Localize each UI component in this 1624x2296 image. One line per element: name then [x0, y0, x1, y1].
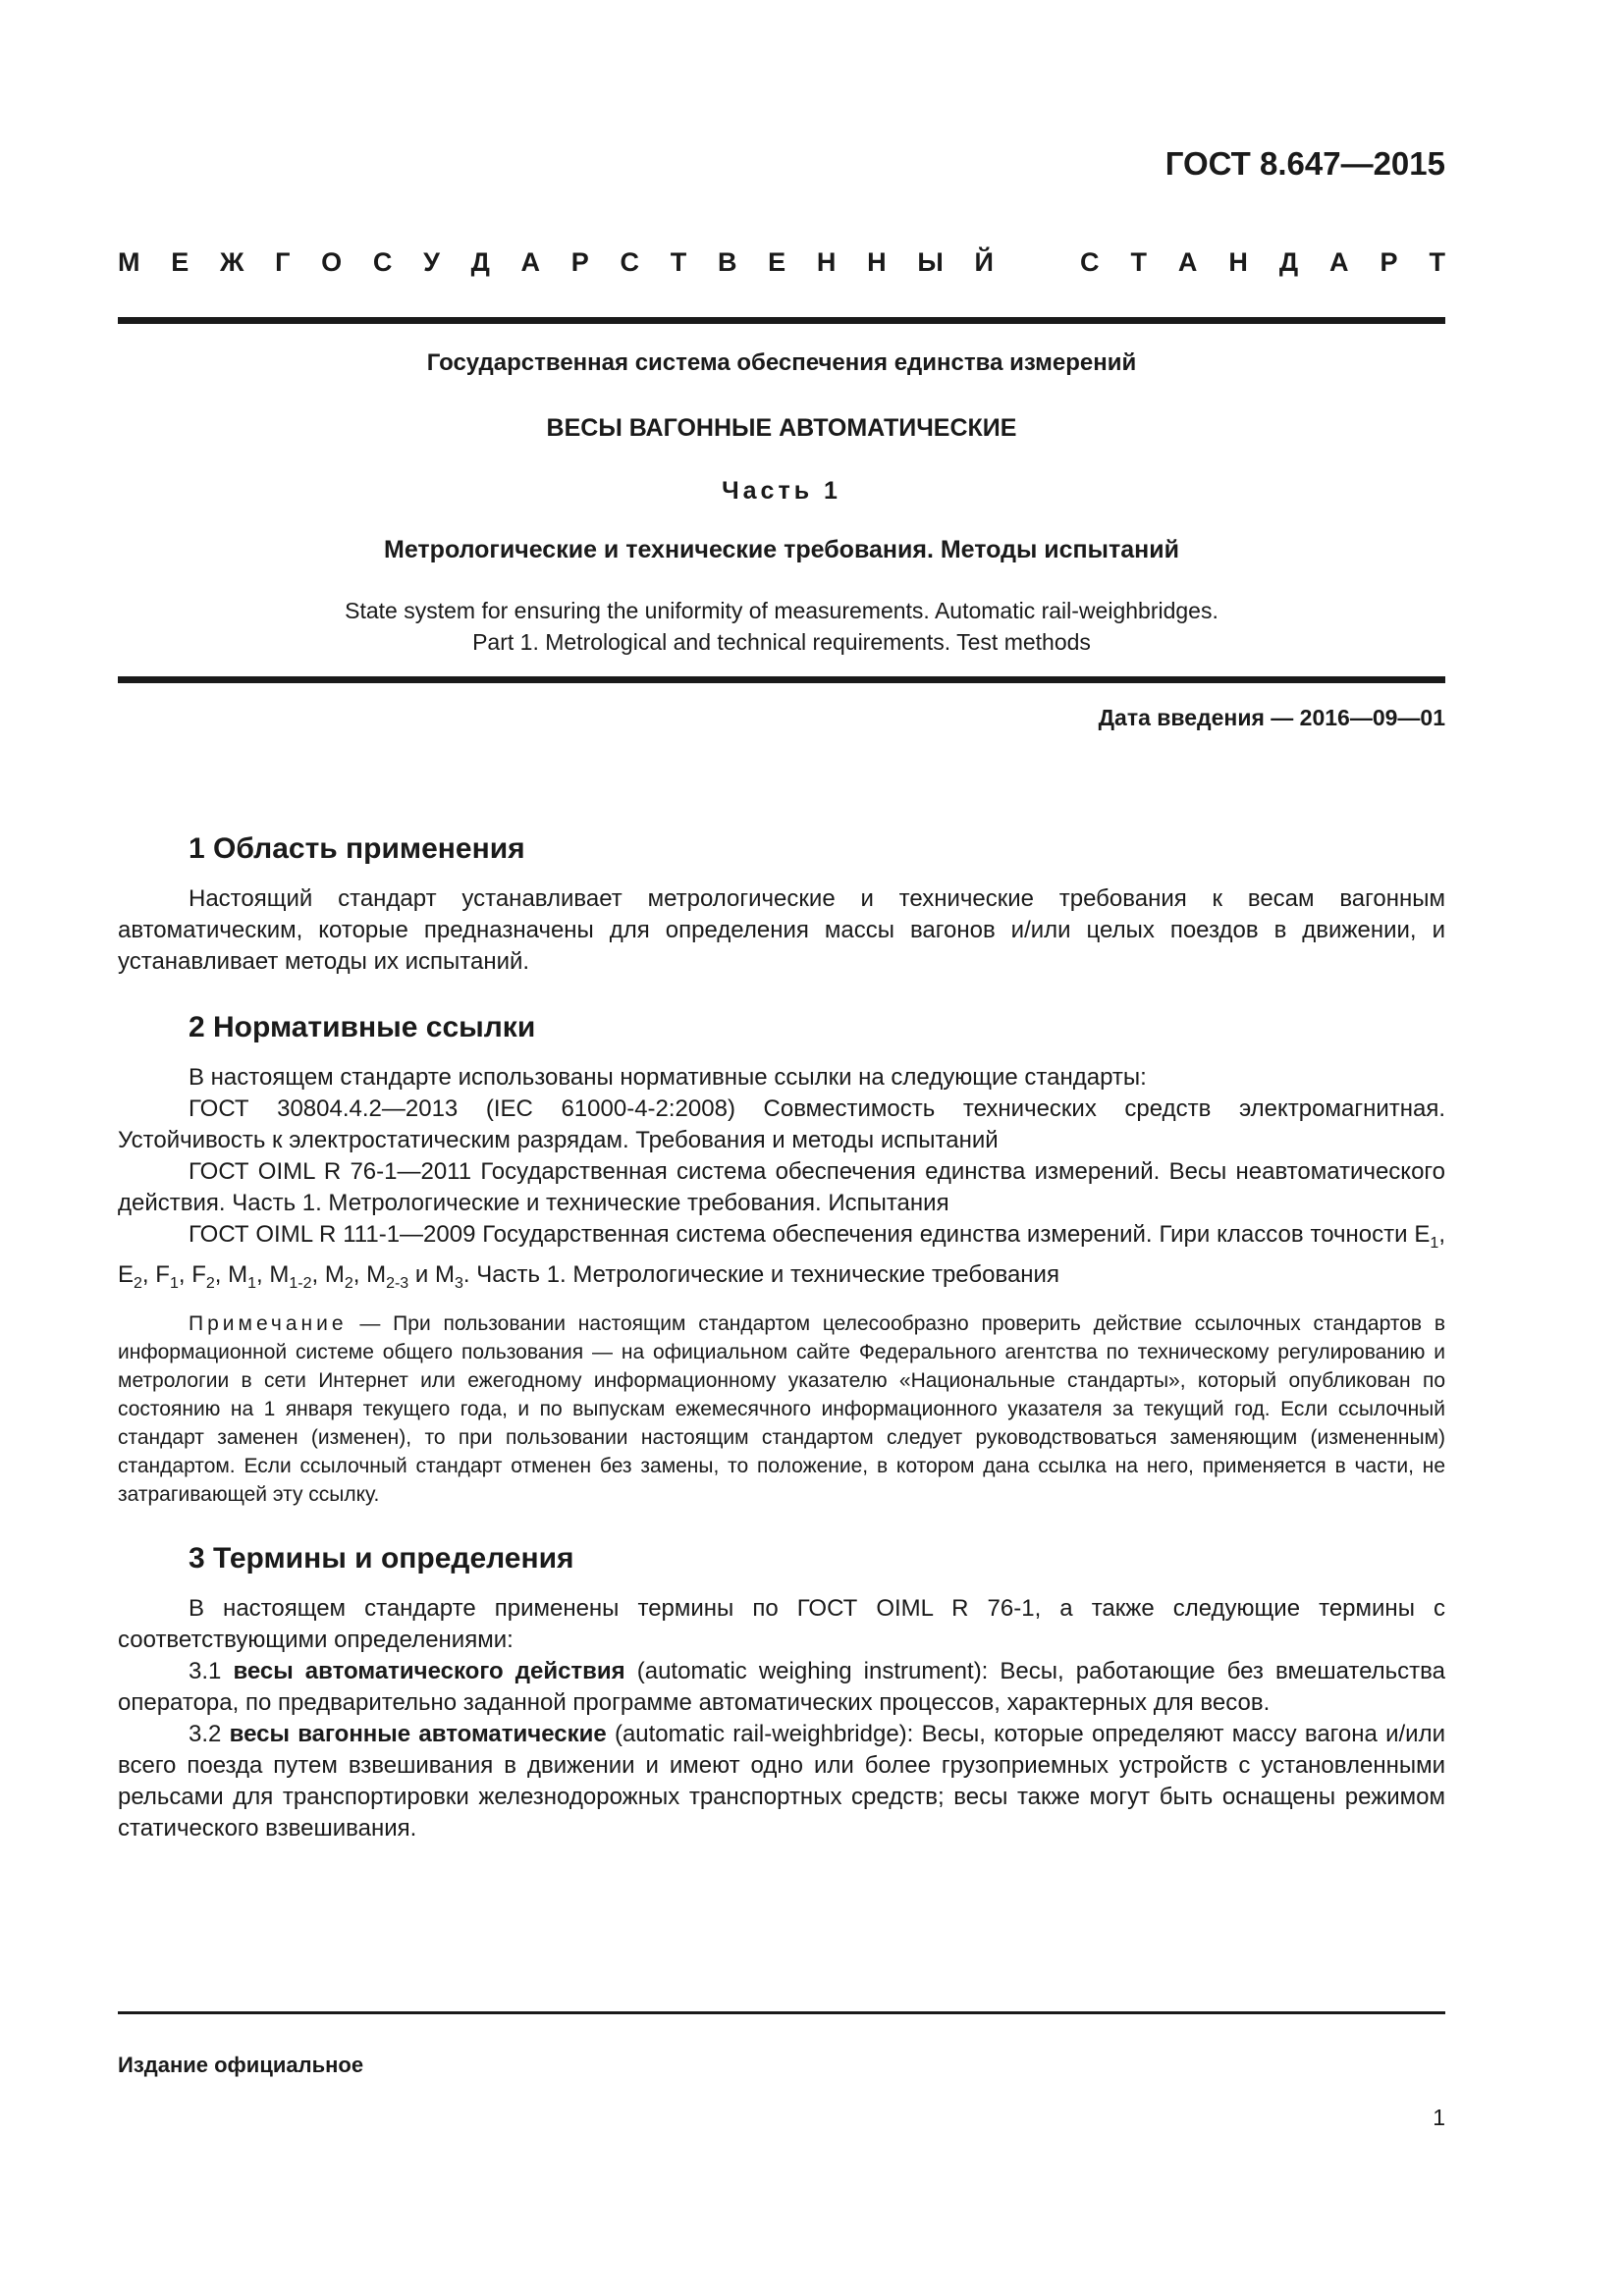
banner-letter: Ы: [917, 247, 944, 277]
banner-word-standard: [1080, 247, 1445, 278]
banner-letter: С: [620, 247, 639, 277]
accuracy-class: $E_1$,: [1414, 1221, 1445, 1252]
section-heading: 2 Нормативные ссылки: [189, 1011, 536, 1043]
reference-text: . Часть 1. Метрологические и технические требования: [462, 1260, 1059, 1288]
english-title-line1: State system for ensuring the uniformity of measurements. Automatic rail-weighbridges.: [345, 598, 1218, 623]
reference-item: ГОСТ OIML R 76-1—2011 Государственная система обеспечения единства измерений. Весы неавтоматического действия. Часть 1. Метрологические и технические требования. Испытания: [118, 1158, 1445, 1216]
note: [118, 1309, 1445, 1509]
banner-letter: О: [321, 247, 343, 277]
term-number: 3.1: [189, 1657, 234, 1684]
accuracy-class: $M_{1-2}$,: [269, 1260, 325, 1292]
banner-letter: Ж: [219, 247, 244, 277]
banner-letter: Д: [1278, 247, 1299, 277]
top-rule: [118, 317, 1445, 324]
banner-letter: Й: [974, 247, 994, 277]
accuracy-class: $F_1$,: [155, 1260, 192, 1292]
note-label: Примечание: [189, 1311, 348, 1335]
system-title: Государственная система обеспечения единства измерений: [426, 349, 1137, 376]
term-definition: [118, 1656, 1445, 1719]
banner-letter: Е: [171, 247, 189, 277]
banner-letter: Д: [470, 247, 490, 277]
accuracy-class: $E_2$,: [118, 1260, 156, 1292]
doc-number: ГОСТ 8.647—2015: [1164, 145, 1445, 182]
banner-letter: Г: [275, 247, 291, 277]
page-number: 1: [1433, 2105, 1445, 2130]
accuracy-class: $M_2$,: [324, 1260, 367, 1292]
banner-letter: Т: [1130, 247, 1147, 277]
title-bottom-rule: [118, 676, 1445, 683]
accuracy-class: $F_2$,: [191, 1260, 229, 1292]
section-scope: [118, 832, 1445, 978]
standard-banner: [118, 247, 1445, 278]
banner-word-interstate: [118, 247, 994, 278]
english-title: [118, 595, 1445, 658]
english-title-line2: Part 1. Metrological and technical requirements. Test methods: [472, 629, 1091, 655]
reference-text: ГОСТ OIML R 111-1—2009 Государственная система обеспечения единства измерений. Гири классов точности: [189, 1221, 1415, 1248]
main-title: ВЕСЫ ВАГОННЫЕ АВТОМАТИЧЕСКИЕ: [546, 414, 1017, 442]
banner-letter: Т: [1429, 247, 1445, 277]
term-name: весы автоматического действия: [233, 1657, 625, 1684]
banner-letter: М: [118, 247, 140, 277]
banner-letter: Е: [768, 247, 786, 277]
term-name: весы вагонные автоматические: [229, 1720, 607, 1747]
banner-letter: У: [423, 247, 440, 277]
banner-letter: А: [1177, 247, 1198, 277]
section-heading: 3 Термины и определения: [189, 1541, 574, 1575]
section-normative-references: [118, 1011, 1445, 1509]
body-content: [118, 832, 1445, 1844]
banner-letter: С: [372, 247, 393, 277]
banner-letter: В: [717, 247, 737, 277]
paragraph: В настоящем стандарте использованы нормативные ссылки на следующие стандарты:: [189, 1064, 1147, 1091]
term-text: (automatic weighing instrument): Весы, работающие без вмешательства оператора, по предварительно заданной программе автоматических процессов, характерных для весов.: [118, 1657, 1445, 1716]
official-edition-label: Издание официальное: [118, 2053, 364, 2077]
document-page: [118, 0, 1445, 2296]
banner-letter: Т: [670, 247, 687, 277]
reference-item: [118, 1219, 1445, 1300]
banner-letter: Р: [570, 247, 589, 277]
section-terms-definitions: [118, 1542, 1445, 1844]
footer-rule: [118, 2011, 1445, 2014]
intro-date: Дата введения — 2016—09—01: [1098, 705, 1445, 730]
banner-letter: А: [520, 247, 541, 277]
part-title: Часть 1: [722, 477, 841, 505]
paragraph: Настоящий стандарт устанавливает метрологические и технические требования к весам вагонным автоматическим, которые предназначены для определения массы вагонов и/или целых поездов в движении, и устанавливает методы их испытаний.: [118, 885, 1445, 975]
accuracy-class: $M_1$,: [228, 1260, 270, 1292]
banner-letter: С: [1080, 247, 1100, 277]
banner-letter: Н: [867, 247, 887, 277]
section-heading: 1 Область применения: [189, 832, 525, 865]
banner-letter: Н: [816, 247, 837, 277]
term-text: (automatic rail-weighbridge): Весы, которые определяют массу вагона и/или всего поезда путем взвешивания в движении и имеют одно или более грузоприемных устройств с установленными рельсами для транспортировки железнодорожных транспортных средств; весы также могут быть оснащены режимом статического взвешивания.: [118, 1720, 1446, 1842]
subtitle: Метрологические и технические требования. Методы испытаний: [384, 536, 1179, 563]
term-number: 3.2: [189, 1720, 230, 1747]
reference-item: ГОСТ 30804.4.2—2013 (IEC 61000-4-2:2008) Совместимость технических средств электромагнитная. Устойчивость к электростатическим разрядам. Требования и методы испытаний: [118, 1095, 1445, 1153]
banner-letter: Р: [1380, 247, 1398, 277]
paragraph: В настоящем стандарте применены термины по ГОСТ OIML R 76-1, а также следующие термины с соответствующими определениями:: [118, 1594, 1445, 1653]
banner-letter: Н: [1228, 247, 1248, 277]
accuracy-class: $M_{2-3}$ и: [366, 1260, 435, 1292]
banner-letter: А: [1329, 247, 1349, 277]
note-text: — При пользовании настоящим стандартом целесообразно проверить действие ссылочных стандартов в информационной системе общего пользования — на официальном сайте Федерального агентства по техническому регулированию и метрологии в сети Интернет или ежегодному информационному указателю «Национальные стандарты», который опубликован по состоянию на 1 января текущего года, и по выпускам ежемесячного информационного указателя за текущий год. Если ссылочный стандарт заменен (изменен), то при пользовании настоящим стандартом следует руководствоваться заменяющим (измененным) стандартом. Если ссылочный стандарт отменен без замены, то положение, в котором дана ссылка на него, применяется в части, не затрагивающей эту ссылку.: [118, 1311, 1445, 1506]
accuracy-class: $M_3$: [434, 1260, 463, 1292]
term-definition: [118, 1719, 1445, 1844]
